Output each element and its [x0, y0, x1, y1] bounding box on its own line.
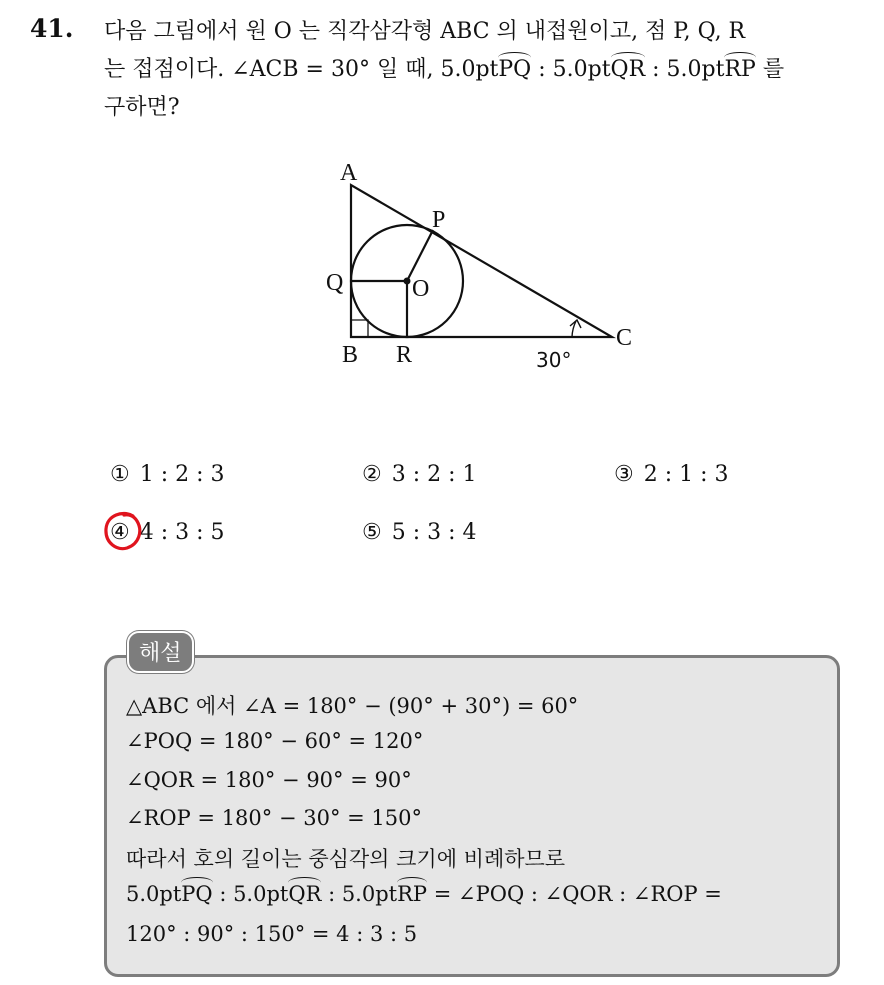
answer-mark-icon: [103, 511, 143, 553]
ratio-separator: : 5.0pt: [645, 57, 725, 82]
option-2[interactable]: [362, 462, 477, 487]
label-b: B: [342, 342, 359, 368]
arc-pq: PQ: [181, 882, 213, 906]
option-text: 5 : 3 : 4: [391, 520, 477, 545]
solution-line-1: △ABC 에서 ∠A = 180° − (90° + 30°) = 60°: [126, 694, 579, 718]
solution-text-segment: 5.0pt: [126, 882, 182, 906]
center-point-o: [404, 278, 411, 285]
triangle-abc: [351, 185, 612, 337]
arc-rp: RP: [724, 57, 756, 82]
option-3[interactable]: [614, 462, 729, 487]
solution-line-5: 따라서 호의 길이는 중심각의 크기에 비례하므로: [126, 847, 566, 871]
label-r: R: [396, 342, 413, 368]
ratio-separator: : 5.0pt: [212, 882, 289, 906]
option-marker: ③: [614, 462, 634, 487]
angle-arrow-icon: [570, 320, 581, 328]
question-number: 41.: [30, 14, 74, 43]
option-text: 2 : 1 : 3: [643, 462, 729, 487]
question-text-segment: 는 접점이다. ∠ACB = 30° 일 때, 5.0pt: [104, 57, 499, 82]
arc-qr: QR: [610, 57, 646, 82]
option-1[interactable]: [110, 462, 225, 487]
arc-pq: PQ: [498, 57, 532, 82]
solution-line-2: ∠POQ = 180° − 60° = 120°: [126, 729, 424, 753]
question-text-segment: 를: [755, 57, 785, 82]
solution-text-segment: = ∠POQ : ∠QOR : ∠ROP =: [427, 882, 722, 906]
radius-op: [407, 230, 433, 281]
ratio-separator: : 5.0pt: [321, 882, 398, 906]
solution-line-4: ∠ROP = 180° − 30° = 150°: [126, 806, 422, 830]
angle-label: 30°: [536, 348, 572, 372]
solution-line-7: 120° : 90° : 150° = 4 : 3 : 5: [126, 922, 418, 946]
option-marker: ⑤: [362, 520, 382, 545]
option-marker: ④: [110, 520, 130, 545]
question-line-1: 다음 그림에서 원 O 는 직각삼각형 ABC 의 내접원이고, 점 P, Q, R: [104, 19, 746, 44]
question-line-2: [104, 52, 784, 83]
solution-line-6: [126, 882, 722, 906]
option-5[interactable]: [362, 520, 477, 545]
option-text: 1 : 2 : 3: [139, 462, 225, 487]
solution-line-3: ∠QOR = 180° − 90° = 90°: [126, 768, 412, 792]
option-marker: ②: [362, 462, 382, 487]
option-text: 3 : 2 : 1: [391, 462, 477, 487]
option-marker: ①: [110, 462, 130, 487]
solution-tag: 해설: [127, 631, 194, 673]
arc-qr: QR: [288, 882, 322, 906]
arc-rp: RP: [397, 882, 428, 906]
right-angle-mark: [351, 320, 368, 337]
option-text: 4 : 3 : 5: [139, 520, 225, 545]
ratio-separator: : 5.0pt: [531, 57, 611, 82]
label-o: O: [412, 276, 430, 302]
label-q: Q: [326, 270, 344, 296]
label-c: C: [616, 325, 633, 351]
triangle-figure: [300, 150, 660, 380]
question-line-3: 구하면?: [104, 95, 180, 120]
label-p: P: [432, 207, 446, 233]
label-a: A: [340, 160, 358, 186]
